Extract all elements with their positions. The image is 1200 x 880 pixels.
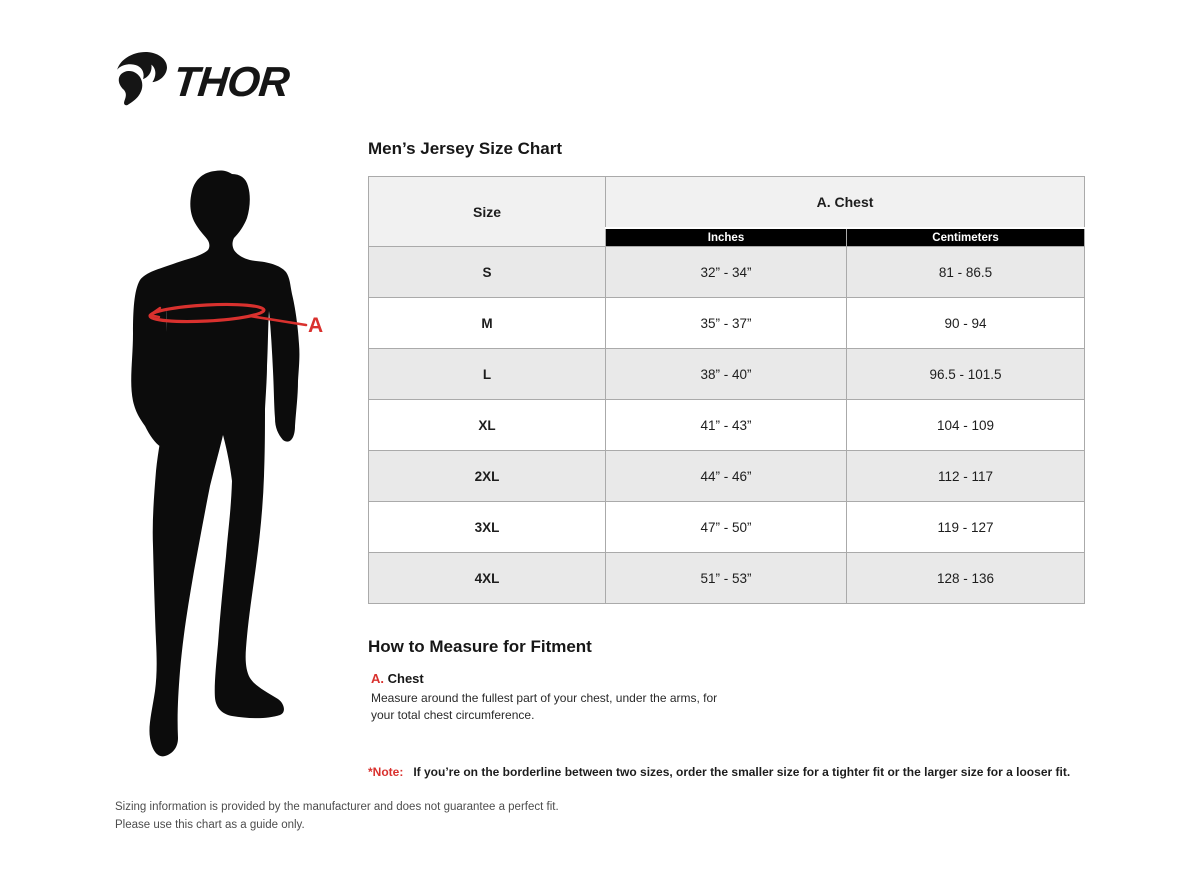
size-cell: 2XL <box>369 451 606 502</box>
inches-cell: 35” - 37” <box>606 298 847 349</box>
table-header-row <box>369 177 1085 229</box>
inches-column-header: Inches <box>606 228 847 247</box>
centimeters-column-header: Centimeters <box>847 228 1085 247</box>
thor-goat-icon <box>112 48 170 106</box>
size-cell: S <box>369 247 606 298</box>
chest-group-header: A. Chest <box>606 177 1085 229</box>
table-row <box>369 298 1085 349</box>
disclaimer-footer <box>115 799 559 835</box>
cm-cell: 119 - 127 <box>847 502 1085 553</box>
size-cell: 4XL <box>369 553 606 604</box>
disclaimer-line: Please use this chart as a guide only. <box>115 818 305 831</box>
inches-cell: 38” - 40” <box>606 349 847 400</box>
cm-cell: 90 - 94 <box>847 298 1085 349</box>
cm-cell: 104 - 109 <box>847 400 1085 451</box>
size-column-header: Size <box>369 177 606 247</box>
size-chart-table <box>368 176 1085 604</box>
note-label: *Note: <box>368 765 404 779</box>
inches-cell: 41” - 43” <box>606 400 847 451</box>
inches-cell: 44” - 46” <box>606 451 847 502</box>
cm-cell: 96.5 - 101.5 <box>847 349 1085 400</box>
thor-logo <box>112 48 289 106</box>
measure-item-heading <box>371 671 741 686</box>
male-silhouette <box>131 170 299 756</box>
table-row <box>369 349 1085 400</box>
table-row <box>369 502 1085 553</box>
brand-wordmark: THOR <box>171 58 291 105</box>
size-cell: L <box>369 349 606 400</box>
size-cell: M <box>369 298 606 349</box>
sizing-note <box>368 765 1070 779</box>
measure-item-description: Measure around the fullest part of your chest, under the arms, for your total chest circumference. <box>371 691 718 722</box>
measure-item-chest <box>371 671 741 724</box>
table-row <box>369 400 1085 451</box>
disclaimer-line: Sizing information is provided by the manufacturer and does not guarantee a perfect fit. <box>115 801 559 813</box>
cm-cell: 112 - 117 <box>847 451 1085 502</box>
inches-cell: 51” - 53” <box>606 553 847 604</box>
table-row <box>369 451 1085 502</box>
measure-item-key: A. <box>371 671 384 686</box>
inches-cell: 47” - 50” <box>606 502 847 553</box>
note-text: If you’re on the borderline between two sizes, order the smaller size for a tighter fit or the larger size for a looser fit. <box>413 765 1071 779</box>
size-chart-title: Men’s Jersey Size Chart <box>368 139 563 158</box>
chest-label: A <box>308 314 324 337</box>
cm-cell: 128 - 136 <box>847 553 1085 604</box>
table-row <box>369 553 1085 604</box>
size-chart-table-wrap <box>368 176 1084 604</box>
size-cell: XL <box>369 400 606 451</box>
how-to-measure-title: How to Measure for Fitment <box>368 637 592 656</box>
measure-item-name: Chest <box>387 671 424 686</box>
cm-cell: 81 - 86.5 <box>847 247 1085 298</box>
inches-cell: 32” - 34” <box>606 247 847 298</box>
table-row <box>369 247 1085 298</box>
size-cell: 3XL <box>369 502 606 553</box>
male-silhouette-figure <box>110 165 350 765</box>
